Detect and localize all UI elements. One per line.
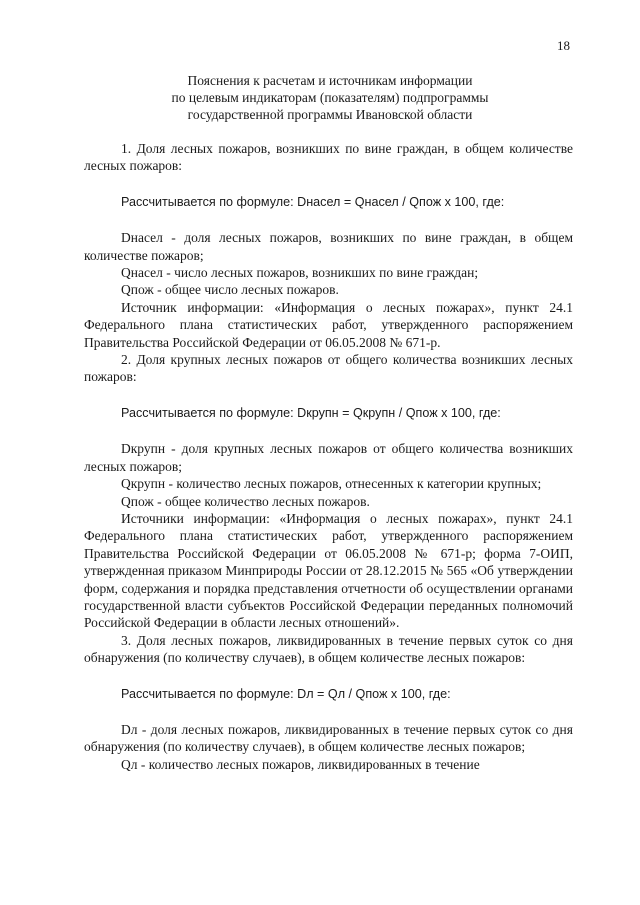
formula-text: Рассчитывается по формуле: Dкрупн = Qкрупн / Qпож х 100, где: — [121, 405, 501, 420]
definition: Qпож - общее количество лесных пожаров. — [121, 493, 370, 509]
source-paragraph: Источник информации: «Информация о лесных пожарах», пункт 24.1 Федерального плана статистических работ, утвержденного распоряжением Правительства Российской Федерации от 06.05.2008 № 671-р. — [84, 299, 573, 350]
document-body — [84, 140, 573, 773]
definition: Qпож - общее число лесных пожаров. — [121, 282, 339, 298]
definition: Dнасел - доля лесных пожаров, возникших по вине граждан, в общем количестве пожаров; — [84, 230, 573, 263]
section-heading: 1. Доля лесных пожаров, возникших по вине граждан, в общем количестве лесных пожаров: — [84, 141, 573, 174]
title-line: государственной программы Ивановской области — [187, 107, 473, 122]
definition: Dкрупн - доля крупных лесных пожаров от общего количества возникших лесных пожаров; — [84, 441, 573, 474]
formula — [84, 685, 573, 703]
formula-text: Рассчитывается по формуле: Dл = Qл / Qпож х 100, где: — [121, 686, 451, 701]
definition: Dл - доля лесных пожаров, ликвидированных в течение первых суток со дня обнаружения (по количеству случаев), в общем количестве лесных пожаров; — [84, 721, 573, 755]
definition: Qнасел - число лесных пожаров, возникших по вине граждан; — [121, 265, 479, 281]
definition: Qкрупн - количество лесных пожаров, отнесенных к категории крупных; — [121, 476, 542, 492]
page-number: 18 — [557, 38, 570, 53]
formula — [84, 193, 573, 211]
section-heading: 2. Доля крупных лесных пожаров от общего количества возникших лесных пожаров: — [84, 352, 573, 385]
section-heading: 3. Доля лесных пожаров, ликвидированных в течение первых суток со дня обнаружения (по количеству случаев), в общем количестве лесных пожаров: — [84, 632, 573, 666]
document-title — [80, 72, 580, 123]
definition: Qл - количество лесных пожаров, ликвидированных в течение — [121, 756, 480, 772]
formula-text: Рассчитывается по формуле: Dнасел = Qнасел / Qпож х 100, где: — [121, 194, 505, 209]
source-paragraph: Источники информации: «Информация о лесных пожарах», пункт 24.1 Федерального плана статистических работ, утвержденного распоряжением Правительства Российской Федерации от 06.05.2008 № 671-р; форма 7-ОИП, утвержденная приказом Минприроды России от 28.12.2015 № 565 «Об утверждении форм, содержания и порядка представления отчетности об осуществлении органами государственной власти субъектов Российской Федерации переданных полномочий Российской Федерации в области лесных отношений». — [84, 510, 573, 631]
formula — [84, 404, 573, 422]
title-line: Пояснения к расчетам и источникам информации — [187, 73, 473, 88]
title-line: по целевым индикаторам (показателям) подпрограммы — [171, 90, 489, 105]
